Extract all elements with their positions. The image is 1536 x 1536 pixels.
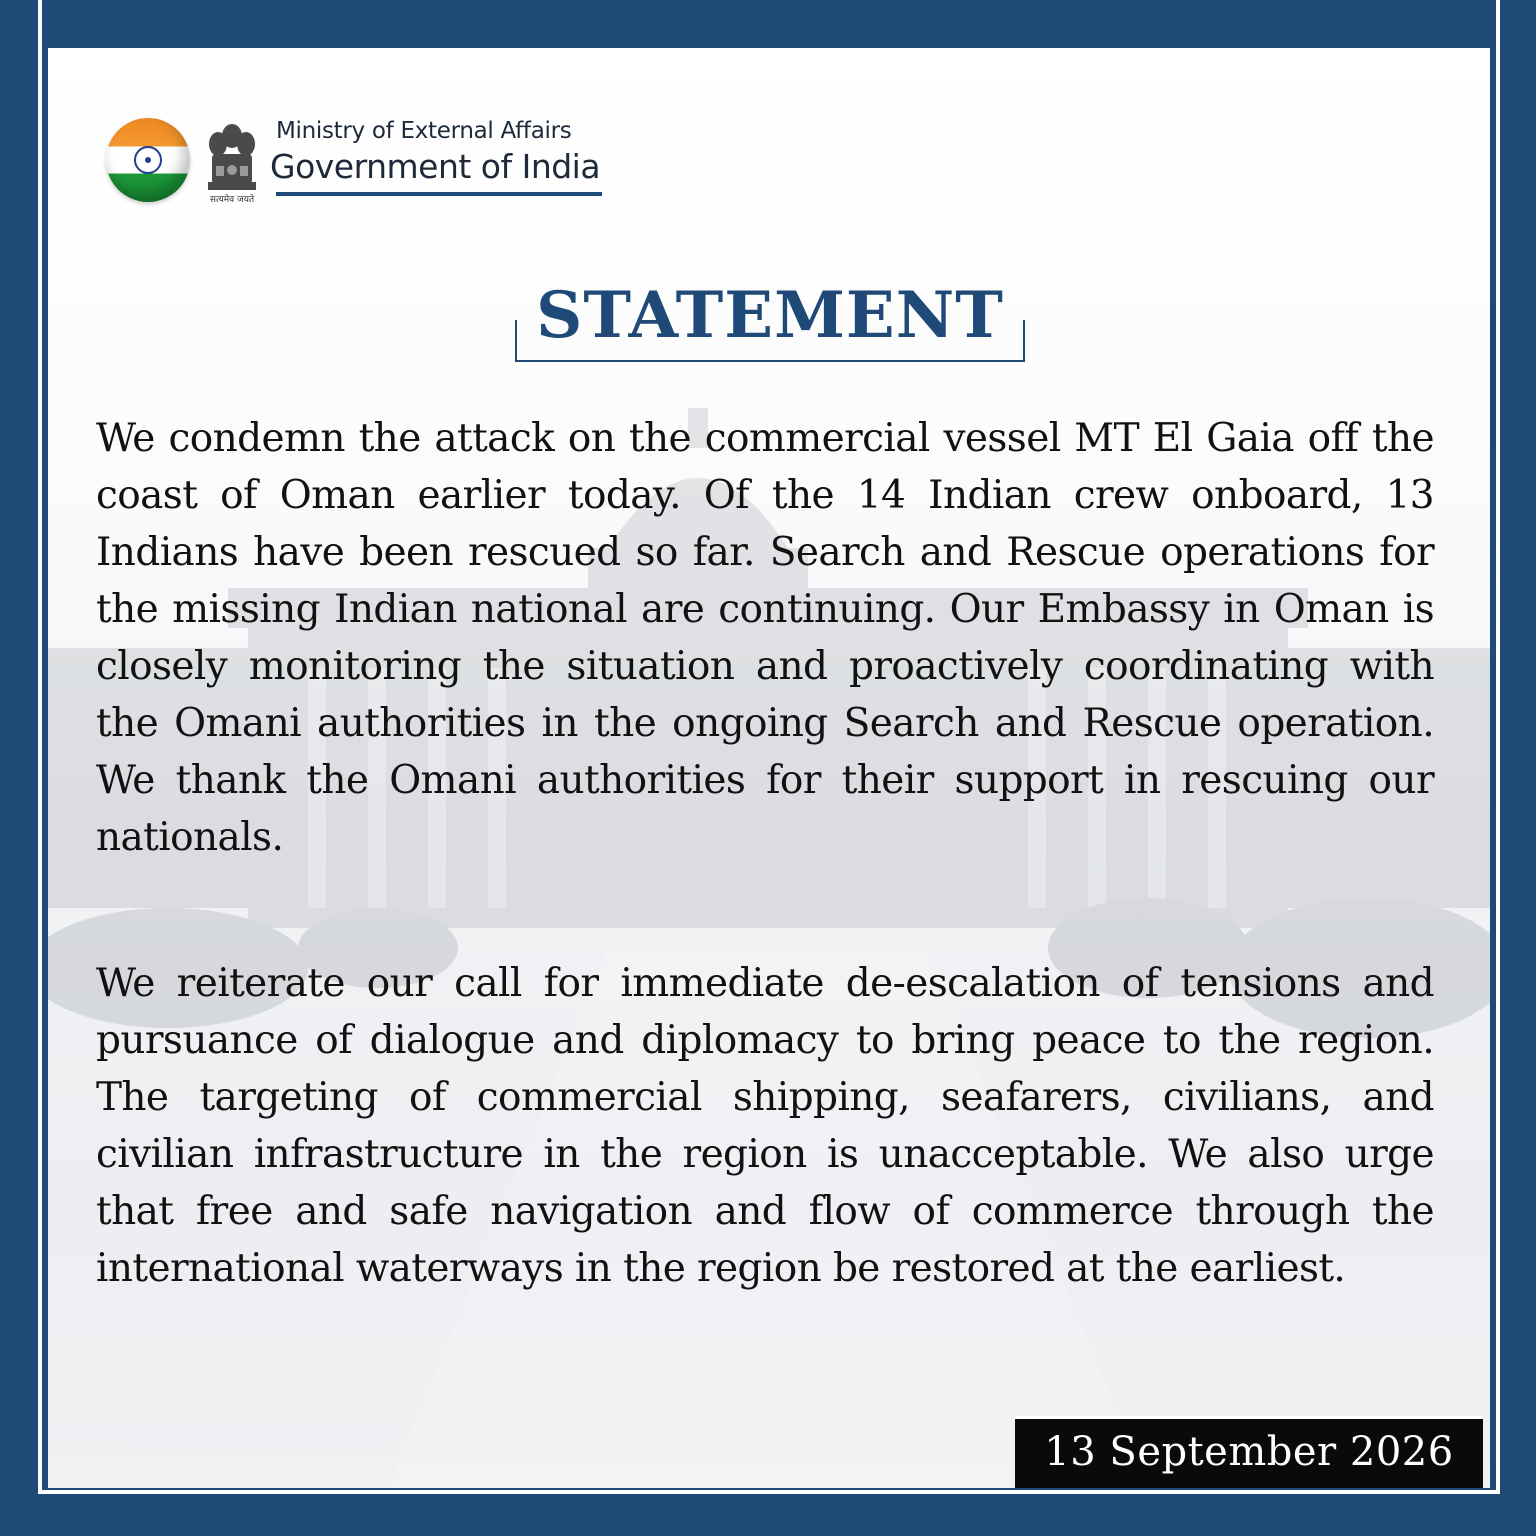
ministry-name: Ministry of External Affairs: [276, 118, 572, 144]
header-underline: [276, 192, 602, 196]
government-name: Government of India: [270, 147, 601, 186]
ashoka-chakra-icon: [134, 146, 162, 174]
emblem-motto: सत्यमेव जयते: [209, 195, 255, 205]
statement-title: STATEMENT: [536, 278, 1004, 353]
statement-date: 13 September 2026: [1044, 1429, 1454, 1475]
date-badge: [1015, 1416, 1483, 1488]
statement-paragraph-1: We condemn the attack on the commercial vessel MT El Gaia off the coast of Oman earlier today. Of the 14 Indian crew onboard, 13 Indians have been rescued so far. Search and Rescue operations for the missing Indian national are continuing. Our Embassy in Oman is closely monitoring the situation and proactively coordinating with the Omani authorities in the ongoing Search and Rescue operation. We thank the Omani authorities for their support in rescuing our nationals.: [96, 416, 1434, 860]
statement-paragraph-2: We reiterate our call for immediate de-escalation of tensions and pursuance of dialogue and diplomacy to bring peace to the region. The targeting of commercial shipping, seafarers, civilians, and civilian infrastructure in the region is unacceptable. We also urge that free and safe navigation and flow of commerce through the international waterways in the region be restored at the earliest.: [96, 961, 1434, 1291]
title-bracket: [515, 320, 1025, 362]
